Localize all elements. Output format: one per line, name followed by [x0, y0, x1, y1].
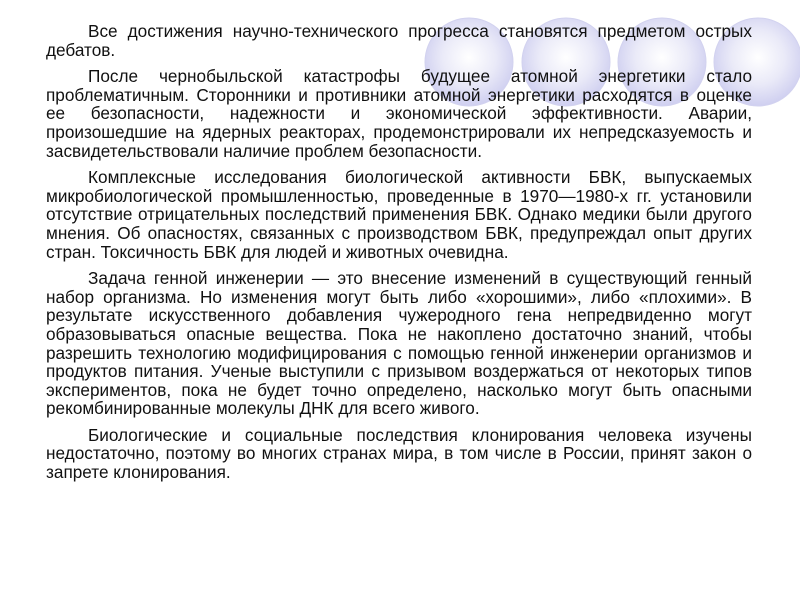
paragraph-chernobyl: После чернобыльской катастрофы будущее атомной энергетики стало проблематичным. Сторонники и противники атомной энергетики расходятся в оценке ее безопасности, надежности и экономической эффективности. Аварии, произошедшие на ядерных реакторах, продемонстрировали их непредсказуемость и засвидетельствовали наличие проблем безопасности.	[46, 66, 752, 161]
paragraph-cloning: Биологические и социальные последствия клонирования человека изучены недостаточно, поэтому во многих странах мира, в том числе в России, принят закон о запрете клонирования.	[46, 424, 752, 483]
slide-text-body	[46, 22, 752, 482]
paragraph-progress-debates: Все достижения научно-технического прогресса становятся предметом острых дебатов.	[46, 21, 752, 60]
paragraph-bvk: Комплексные исследования биологической активности БВК, выпускаемых микробиологической промышленностью, проведенные в 1970—1980-х гг. установили отсутствие отрицательных последствий применения БВК. Однако медики были другого мнения. Об опасностях, связанных с производством БВК, предупреждал опыт других стран. Токсичность БВК для людей и животных очевидна.	[46, 167, 752, 262]
paragraph-genetic-engineering: Задача генной инженерии — это внесение изменений в существующий генный набор организма. Но изменения могут быть либо «хорошими», либо «плохими». В результате искусственного добавления чужеродного гена непредвиденно могут образовываться опасные вещества. Пока не накоплено достаточно знаний, чтобы разрешить технологию модифицирования с помощью генной инженерии организмов и продуктов питания. Ученые выступили с призывом воздержаться от некоторых типов экспериментов, пока не будет точно определено, насколько могут быть опасными рекомбинированные молекулы ДНК для всего живого.	[46, 268, 752, 419]
